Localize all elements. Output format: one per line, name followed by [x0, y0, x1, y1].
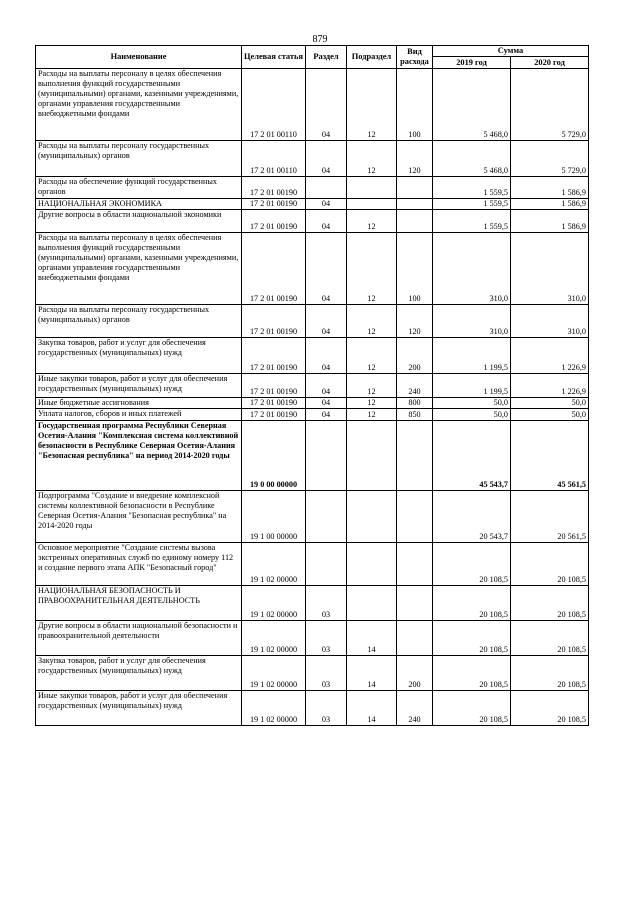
row-sum-2019: 45 543,7: [433, 421, 511, 491]
row-target: 19 1 02 00000: [242, 691, 306, 726]
row-sum-2019: 1 559,5: [433, 199, 511, 210]
row-expense-type: 240: [397, 374, 433, 398]
row-section: [306, 177, 347, 199]
table-row: [36, 691, 589, 726]
row-section: 04: [306, 233, 347, 305]
row-subsection: [347, 491, 397, 543]
row-subsection: 12: [347, 374, 397, 398]
row-sum-2020: 45 561,5: [511, 421, 589, 491]
row-sum-2019: 5 468,0: [433, 69, 511, 141]
table-row: [36, 398, 589, 409]
row-sum-2019: 50,0: [433, 398, 511, 409]
row-section: 03: [306, 586, 347, 621]
row-target: 17 2 01 00190: [242, 338, 306, 374]
row-name: Расходы на выплаты персоналу государственных (муниципальных) органов: [36, 141, 242, 177]
row-subsection: 14: [347, 656, 397, 691]
row-name: Основное мероприятие "Создание системы вызова экстренных оперативных служб по единому номеру 112 и создание первого этапа АПК "Безопасный город": [36, 543, 242, 586]
row-target: 17 2 01 00190: [242, 177, 306, 199]
row-sum-2020: 310,0: [511, 305, 589, 338]
row-sum-2020: 1 226,9: [511, 374, 589, 398]
row-sum-2020: 50,0: [511, 409, 589, 421]
row-sum-2019: 1 559,5: [433, 177, 511, 199]
row-target: 17 2 01 00190: [242, 409, 306, 421]
page-number: 879: [312, 34, 328, 45]
row-expense-type: [397, 421, 433, 491]
row-expense-type: 100: [397, 69, 433, 141]
table-row: [36, 374, 589, 398]
row-target: 17 2 01 00110: [242, 141, 306, 177]
table-row: [36, 199, 589, 210]
row-section: 04: [306, 69, 347, 141]
row-name: Подпрограмма "Создание и внедрение комплексной системы коллективной безопасности в Республике Северная Осетия-Алания "Безопасная республика" на 2014-2020 годы: [36, 491, 242, 543]
row-name: Иные бюджетные ассигнования: [36, 398, 242, 409]
table-body: [36, 69, 589, 726]
row-sum-2020: 20 108,5: [511, 691, 589, 726]
row-expense-type: 200: [397, 656, 433, 691]
row-target: 17 2 01 00190: [242, 374, 306, 398]
row-sum-2019: 310,0: [433, 305, 511, 338]
table-row: [36, 177, 589, 199]
row-subsection: 12: [347, 210, 397, 233]
row-section: [306, 543, 347, 586]
row-subsection: 12: [347, 233, 397, 305]
row-expense-type: [397, 177, 433, 199]
row-expense-type: 100: [397, 233, 433, 305]
row-name: Расходы на обеспечение функций государственных органов: [36, 177, 242, 199]
row-subsection: [347, 586, 397, 621]
row-expense-type: [397, 543, 433, 586]
row-sum-2020: 1 586,9: [511, 199, 589, 210]
row-section: 04: [306, 398, 347, 409]
table-row: [36, 305, 589, 338]
row-target: 19 0 00 00000: [242, 421, 306, 491]
row-expense-type: [397, 586, 433, 621]
header-target: Целевая статья: [242, 46, 306, 69]
table-row: [36, 421, 589, 491]
row-name: НАЦИОНАЛЬНАЯ ЭКОНОМИКА: [36, 199, 242, 210]
row-section: 03: [306, 621, 347, 656]
row-name: Закупка товаров, работ и услуг для обеспечения государственных (муниципальных) нужд: [36, 338, 242, 374]
row-target: 19 1 00 00000: [242, 491, 306, 543]
table-row: [36, 69, 589, 141]
row-sum-2020: 20 108,5: [511, 586, 589, 621]
row-name: Государственная программа Республики Северная Осетия-Алания "Комплексная система коллективной безопасности в Республике Северная Осетия-Алания "Безопасная республика" на период 2014-2020 годы: [36, 421, 242, 491]
header-expense-type: Вид расхода: [397, 46, 433, 69]
row-subsection: 12: [347, 141, 397, 177]
row-sum-2020: 20 108,5: [511, 543, 589, 586]
row-name: Иные закупки товаров, работ и услуг для обеспечения государственных (муниципальных) нужд: [36, 691, 242, 726]
row-expense-type: 200: [397, 338, 433, 374]
header-sum: Сумма: [433, 46, 589, 57]
row-sum-2019: 20 108,5: [433, 691, 511, 726]
row-sum-2019: 310,0: [433, 233, 511, 305]
row-sum-2020: 20 108,5: [511, 621, 589, 656]
row-sum-2019: 5 468,0: [433, 141, 511, 177]
row-sum-2019: 20 108,5: [433, 656, 511, 691]
row-expense-type: [397, 621, 433, 656]
header-year-2020: 2020 год: [511, 57, 589, 69]
row-section: 03: [306, 691, 347, 726]
table-row: [36, 141, 589, 177]
header-section: Раздел: [306, 46, 347, 69]
row-section: 04: [306, 210, 347, 233]
header-name: Наименование: [36, 46, 242, 69]
row-name: Расходы на выплаты персоналу в целях обеспечения выполнения функций государственными (муниципальными) органами, казенными учреждениями, органами управления государственными внебюджетными фондами: [36, 69, 242, 141]
row-name: Расходы на выплаты персоналу государственных (муниципальных) органов: [36, 305, 242, 338]
row-expense-type: 120: [397, 305, 433, 338]
table-row: [36, 233, 589, 305]
table-row: [36, 586, 589, 621]
row-sum-2020: 50,0: [511, 398, 589, 409]
table-row: [36, 210, 589, 233]
row-sum-2019: 20 108,5: [433, 621, 511, 656]
row-section: 04: [306, 199, 347, 210]
row-sum-2019: 1 199,5: [433, 338, 511, 374]
row-sum-2020: 20 561,5: [511, 491, 589, 543]
row-subsection: [347, 543, 397, 586]
row-sum-2020: 5 729,0: [511, 69, 589, 141]
row-expense-type: 850: [397, 409, 433, 421]
row-name: Другие вопросы в области национальной безопасности и правоохранительной деятельности: [36, 621, 242, 656]
row-sum-2019: 1 199,5: [433, 374, 511, 398]
row-name: Расходы на выплаты персоналу в целях обеспечения выполнения функций государственными (муниципальными) органами, казенными учреждениями, органами управления государственными внебюджетными фондами: [36, 233, 242, 305]
table-row: [36, 491, 589, 543]
row-expense-type: 240: [397, 691, 433, 726]
row-target: 19 1 02 00000: [242, 543, 306, 586]
row-expense-type: [397, 210, 433, 233]
row-sum-2020: 5 729,0: [511, 141, 589, 177]
row-sum-2020: 1 586,9: [511, 177, 589, 199]
row-target: 17 2 01 00110: [242, 69, 306, 141]
row-section: [306, 421, 347, 491]
budget-table: [35, 45, 589, 726]
row-sum-2019: 1 559,5: [433, 210, 511, 233]
row-subsection: [347, 177, 397, 199]
row-target: 19 1 02 00000: [242, 586, 306, 621]
row-subsection: [347, 199, 397, 210]
row-sum-2020: 20 108,5: [511, 656, 589, 691]
row-name: НАЦИОНАЛЬНАЯ БЕЗОПАСНОСТЬ И ПРАВООХРАНИТЕЛЬНАЯ ДЕЯТЕЛЬНОСТЬ: [36, 586, 242, 621]
table-row: [36, 543, 589, 586]
row-target: 17 2 01 00190: [242, 305, 306, 338]
row-subsection: 12: [347, 338, 397, 374]
table-row: [36, 621, 589, 656]
row-sum-2019: 20 108,5: [433, 586, 511, 621]
row-target: 19 1 02 00000: [242, 621, 306, 656]
row-subsection: 12: [347, 69, 397, 141]
row-target: 17 2 01 00190: [242, 398, 306, 409]
row-section: 03: [306, 656, 347, 691]
row-expense-type: [397, 199, 433, 210]
row-section: 04: [306, 305, 347, 338]
row-target: 17 2 01 00190: [242, 210, 306, 233]
row-expense-type: 800: [397, 398, 433, 409]
row-name: Закупка товаров, работ и услуг для обеспечения государственных (муниципальных) нужд: [36, 656, 242, 691]
row-subsection: 12: [347, 398, 397, 409]
row-section: 04: [306, 141, 347, 177]
row-name: Другие вопросы в области национальной экономики: [36, 210, 242, 233]
table-row: [36, 409, 589, 421]
row-subsection: 12: [347, 409, 397, 421]
table-row: [36, 338, 589, 374]
row-sum-2020: 310,0: [511, 233, 589, 305]
header-subsection: Подраздел: [347, 46, 397, 69]
row-sum-2019: 50,0: [433, 409, 511, 421]
row-target: 17 2 01 00190: [242, 233, 306, 305]
row-subsection: [347, 421, 397, 491]
row-expense-type: 120: [397, 141, 433, 177]
row-name: Уплата налогов, сборов и иных платежей: [36, 409, 242, 421]
header-year-2019: 2019 год: [433, 57, 511, 69]
row-target: 19 1 02 00000: [242, 656, 306, 691]
row-section: 04: [306, 409, 347, 421]
row-section: [306, 491, 347, 543]
row-section: 04: [306, 338, 347, 374]
row-subsection: 14: [347, 621, 397, 656]
row-section: 04: [306, 374, 347, 398]
row-sum-2020: 1 226,9: [511, 338, 589, 374]
row-subsection: 12: [347, 305, 397, 338]
row-expense-type: [397, 491, 433, 543]
row-subsection: 14: [347, 691, 397, 726]
row-sum-2019: 20 108,5: [433, 543, 511, 586]
table-row: [36, 656, 589, 691]
row-target: 17 2 01 00190: [242, 199, 306, 210]
row-sum-2020: 1 586,9: [511, 210, 589, 233]
row-sum-2019: 20 543,7: [433, 491, 511, 543]
row-name: Иные закупки товаров, работ и услуг для обеспечения государственных (муниципальных) нужд: [36, 374, 242, 398]
